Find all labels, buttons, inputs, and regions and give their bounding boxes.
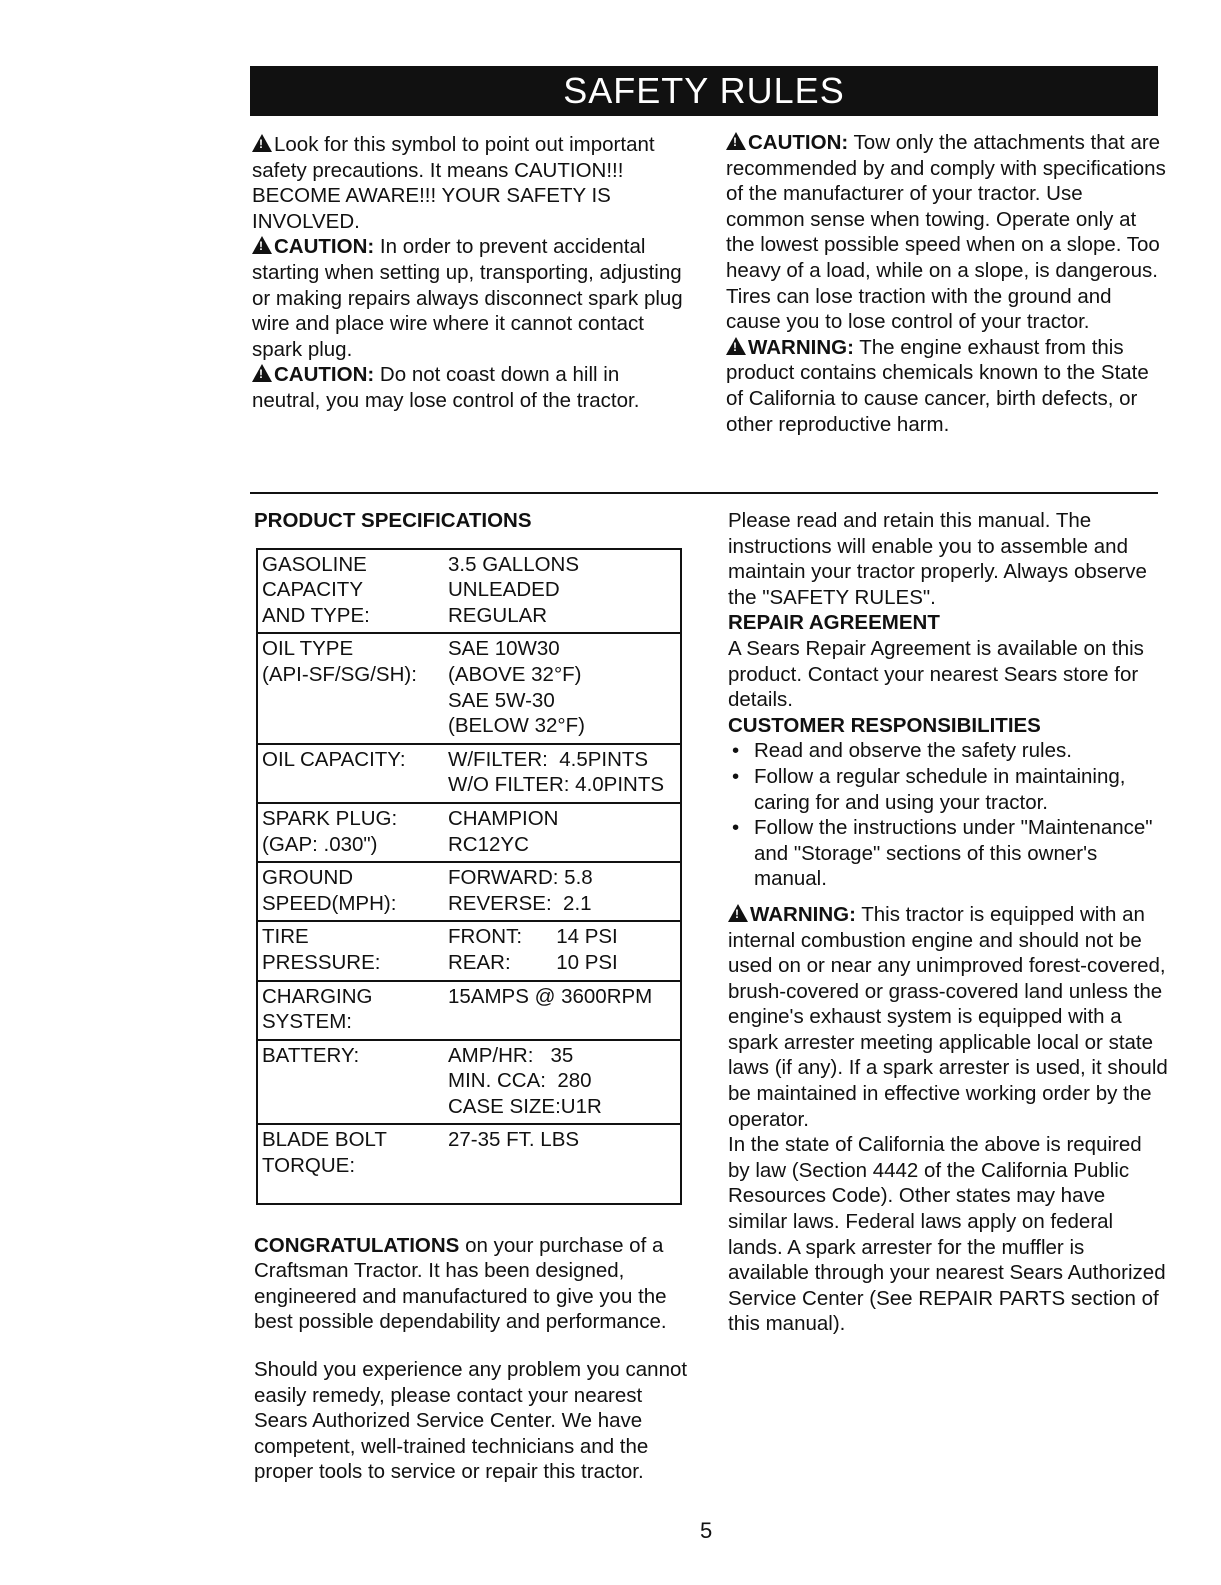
spec-key-cell [257,921,444,980]
safety-left-column [252,132,692,414]
congratulations-paragraph [254,1233,694,1335]
spec-value-line: RC12YC [448,832,529,856]
spec-value-cell [444,1040,681,1125]
spec-value-line: UNLEADED [448,578,560,602]
caution-label: CAUTION: [274,363,375,387]
warning-triangle-icon [728,904,748,922]
spec-value-line: 27-35 FT. LBS [448,1128,580,1152]
spec-value-line: W/FILTER: 4.5PINTS [448,747,649,771]
spec-key-line: OIL CAPACITY: [262,747,406,771]
spec-key-line: CHARGING [262,984,373,1008]
spec-value-line: 15AMPS @ 3600RPM [448,984,653,1008]
customer-responsibilities-heading: CUSTOMER RESPONSIBILITIES [728,713,1041,737]
warning-triangle-icon [252,364,272,382]
congratulations-label: CONGRATULATIONS [254,1233,460,1257]
spec-key-cell [257,1124,444,1203]
warning-triangle-icon [726,132,746,150]
spec-value-cell [444,633,681,743]
table-row [257,744,681,803]
spec-value-cell [444,981,681,1040]
list-item: • Read and observe the safety rules. [728,738,1168,764]
caution-text: In order to prevent accidental starting when setting up, transporting, adjusting or making repairs always disconnect spark plug wire and place wire where it cannot contact spark plug. [252,235,683,361]
spec-key-line: AND TYPE: [262,603,370,627]
intro-paragraph [252,132,692,234]
section-divider [250,492,1158,494]
caution-label: CAUTION: [748,131,849,154]
spec-key-line: BATTERY: [262,1043,360,1067]
specifications-heading: PRODUCT SPECIFICATIONS [254,509,532,532]
warning-label: WARNING: [748,335,854,359]
spec-value-line: CASE SIZE:U1R [448,1094,602,1118]
warning-label: WARNING: [750,902,856,926]
spec-key-line: SPEED(MPH): [262,891,397,915]
banner-title: SAFETY RULES [563,70,845,111]
congratulations-text: on your purchase of a Craftsman Tractor. It has been designed, engineered and manufactured to give you the best possible dependability and performance. [254,1233,667,1334]
warning-triangle-icon [726,337,746,355]
list-item: • Follow the instructions under "Maintenance" and "Storage" sections of this owner's manual. [728,815,1168,892]
spec-value-line: FORWARD: 5.8 [448,866,593,890]
warning-triangle-icon [252,236,272,254]
table-row [257,803,681,862]
spec-key-cell [257,803,444,862]
manual-info-column [728,508,1168,1337]
repair-agreement-heading: REPAIR AGREEMENT [728,611,940,635]
caution-label: CAUTION: [274,235,375,259]
table-row [257,981,681,1040]
table-row [257,1124,681,1203]
spec-value-line: AMP/HR: 35 [448,1043,574,1067]
service-paragraph: Should you experience any problem you cannot easily remedy, please contact your nearest Sears Authorized Service Center. We have competent, well-trained technicians and the proper tools to service or repair this tractor. [254,1358,688,1484]
spec-value-line: FRONT: 14 PSI [448,925,618,949]
spec-key-line: OIL TYPE [262,637,354,661]
table-row [257,633,681,743]
warning-exhaust-paragraph [726,335,1166,437]
warning-text: The engine exhaust from this product contains chemicals known to the State of California to cause cancer, birth defects, or other reproductive harm. [726,335,1149,436]
spec-value-line: 3.5 GALLONS [448,552,580,576]
spec-key-cell [257,549,444,634]
spec-key-line: SYSTEM: [262,1010,352,1034]
spec-key-cell [257,633,444,743]
caution-text: Do not coast down a hill in neutral, you may lose control of the tractor. [252,363,640,412]
responsibilities-list [728,738,1168,892]
safety-right-column [726,130,1166,437]
caution-coast-paragraph [252,362,692,413]
caution-towing-paragraph [726,130,1166,335]
spec-value-line: REAR: 10 PSI [448,950,618,974]
spec-key-line: GROUND [262,866,354,890]
spec-value-line: (BELOW 32°F) [448,714,585,738]
intro-text: Look for this symbol to point out important safety precautions. It means CAUTION!!! BECOME AWARE!!! YOUR SAFETY IS INVOLVED. [252,133,655,233]
spec-value-line: W/O FILTER: 4.0PINTS [448,773,665,797]
spec-value-cell [444,1124,681,1203]
spec-key-line: PRESSURE: [262,950,381,974]
spec-value-line: SAE 5W-30 [448,688,555,712]
spec-value-line: (ABOVE 32°F) [448,662,582,686]
spec-value-line: MIN. CCA: 280 [448,1069,592,1093]
spec-key-line: (API-SF/SG/SH): [262,662,417,686]
spec-value-cell [444,921,681,980]
table-row [257,921,681,980]
caution-text: Tow only the attachments that are recommended by and comply with specifications of the manufacturer of your tractor. Use common sense when towing. Operate only at the lowest possible speed when on a slope. Too heavy of a load, while on a slope, is dangerous. Tires can lose traction with the ground and cause you to lose control of your tractor. [726,131,1166,334]
page-number: 5 [700,1518,713,1543]
spec-value-cell [444,549,681,634]
spec-value-line: REVERSE: 2.1 [448,891,592,915]
spec-value-cell [444,803,681,862]
spec-key-line: CAPACITY [262,578,363,602]
california-law-paragraph: In the state of California the above is required by law (Section 4442 of the California Public Resources Code). Other states may have similar laws. Federal laws apply on federal lands. A spark arrester for the muffler is available through your nearest Sears Authorized Service Center (See REPAIR PARTS section of this manual). [728,1133,1166,1336]
warning-spark-arrester-paragraph [728,902,1168,1132]
spec-value-line: CHAMPION [448,806,559,830]
safety-rules-banner [250,66,1158,116]
repair-agreement-text: A Sears Repair Agreement is available on this product. Contact your nearest Sears store for details. [728,636,1144,712]
specifications-column [254,508,694,1485]
warning-triangle-icon [252,134,272,152]
spec-key-cell [257,1040,444,1125]
spec-key-cell [257,744,444,803]
table-row [257,862,681,921]
warning-text: This tractor is equipped with an internal combustion engine and should not be used on or near any unimproved forest-covered, brush-covered or grass-covered land unless the engine's exhaust system is equipped with a spark arrester meeting applicable local or state laws (if any). If a spark arrester is used, it should be maintained in effective working order by the operator. [728,902,1168,1131]
manual-intro-paragraph: Please read and retain this manual. The instructions will enable you to assemble and maintain your tractor properly. Always observe the "SAFETY RULES". [728,509,1147,609]
spec-value-cell [444,862,681,921]
spec-key-line: TIRE [262,925,309,949]
specifications-table [256,548,682,1205]
spec-value-line: REGULAR [448,603,548,627]
spec-value-cell [444,744,681,803]
spec-key-cell [257,981,444,1040]
list-item: • Follow a regular schedule in maintaining, caring for and using your tractor. [728,764,1168,815]
table-row [257,549,681,634]
spec-key-line: SPARK PLUG: [262,806,398,830]
spec-key-line: BLADE BOLT [262,1128,387,1152]
spec-key-line: GASOLINE [262,552,367,576]
spec-key-line: TORQUE: [262,1154,356,1178]
spec-key-line: (GAP: .030") [262,832,378,856]
spec-key-cell [257,862,444,921]
table-row [257,1040,681,1125]
spec-value-line: SAE 10W30 [448,637,560,661]
caution-starting-paragraph [252,234,692,362]
